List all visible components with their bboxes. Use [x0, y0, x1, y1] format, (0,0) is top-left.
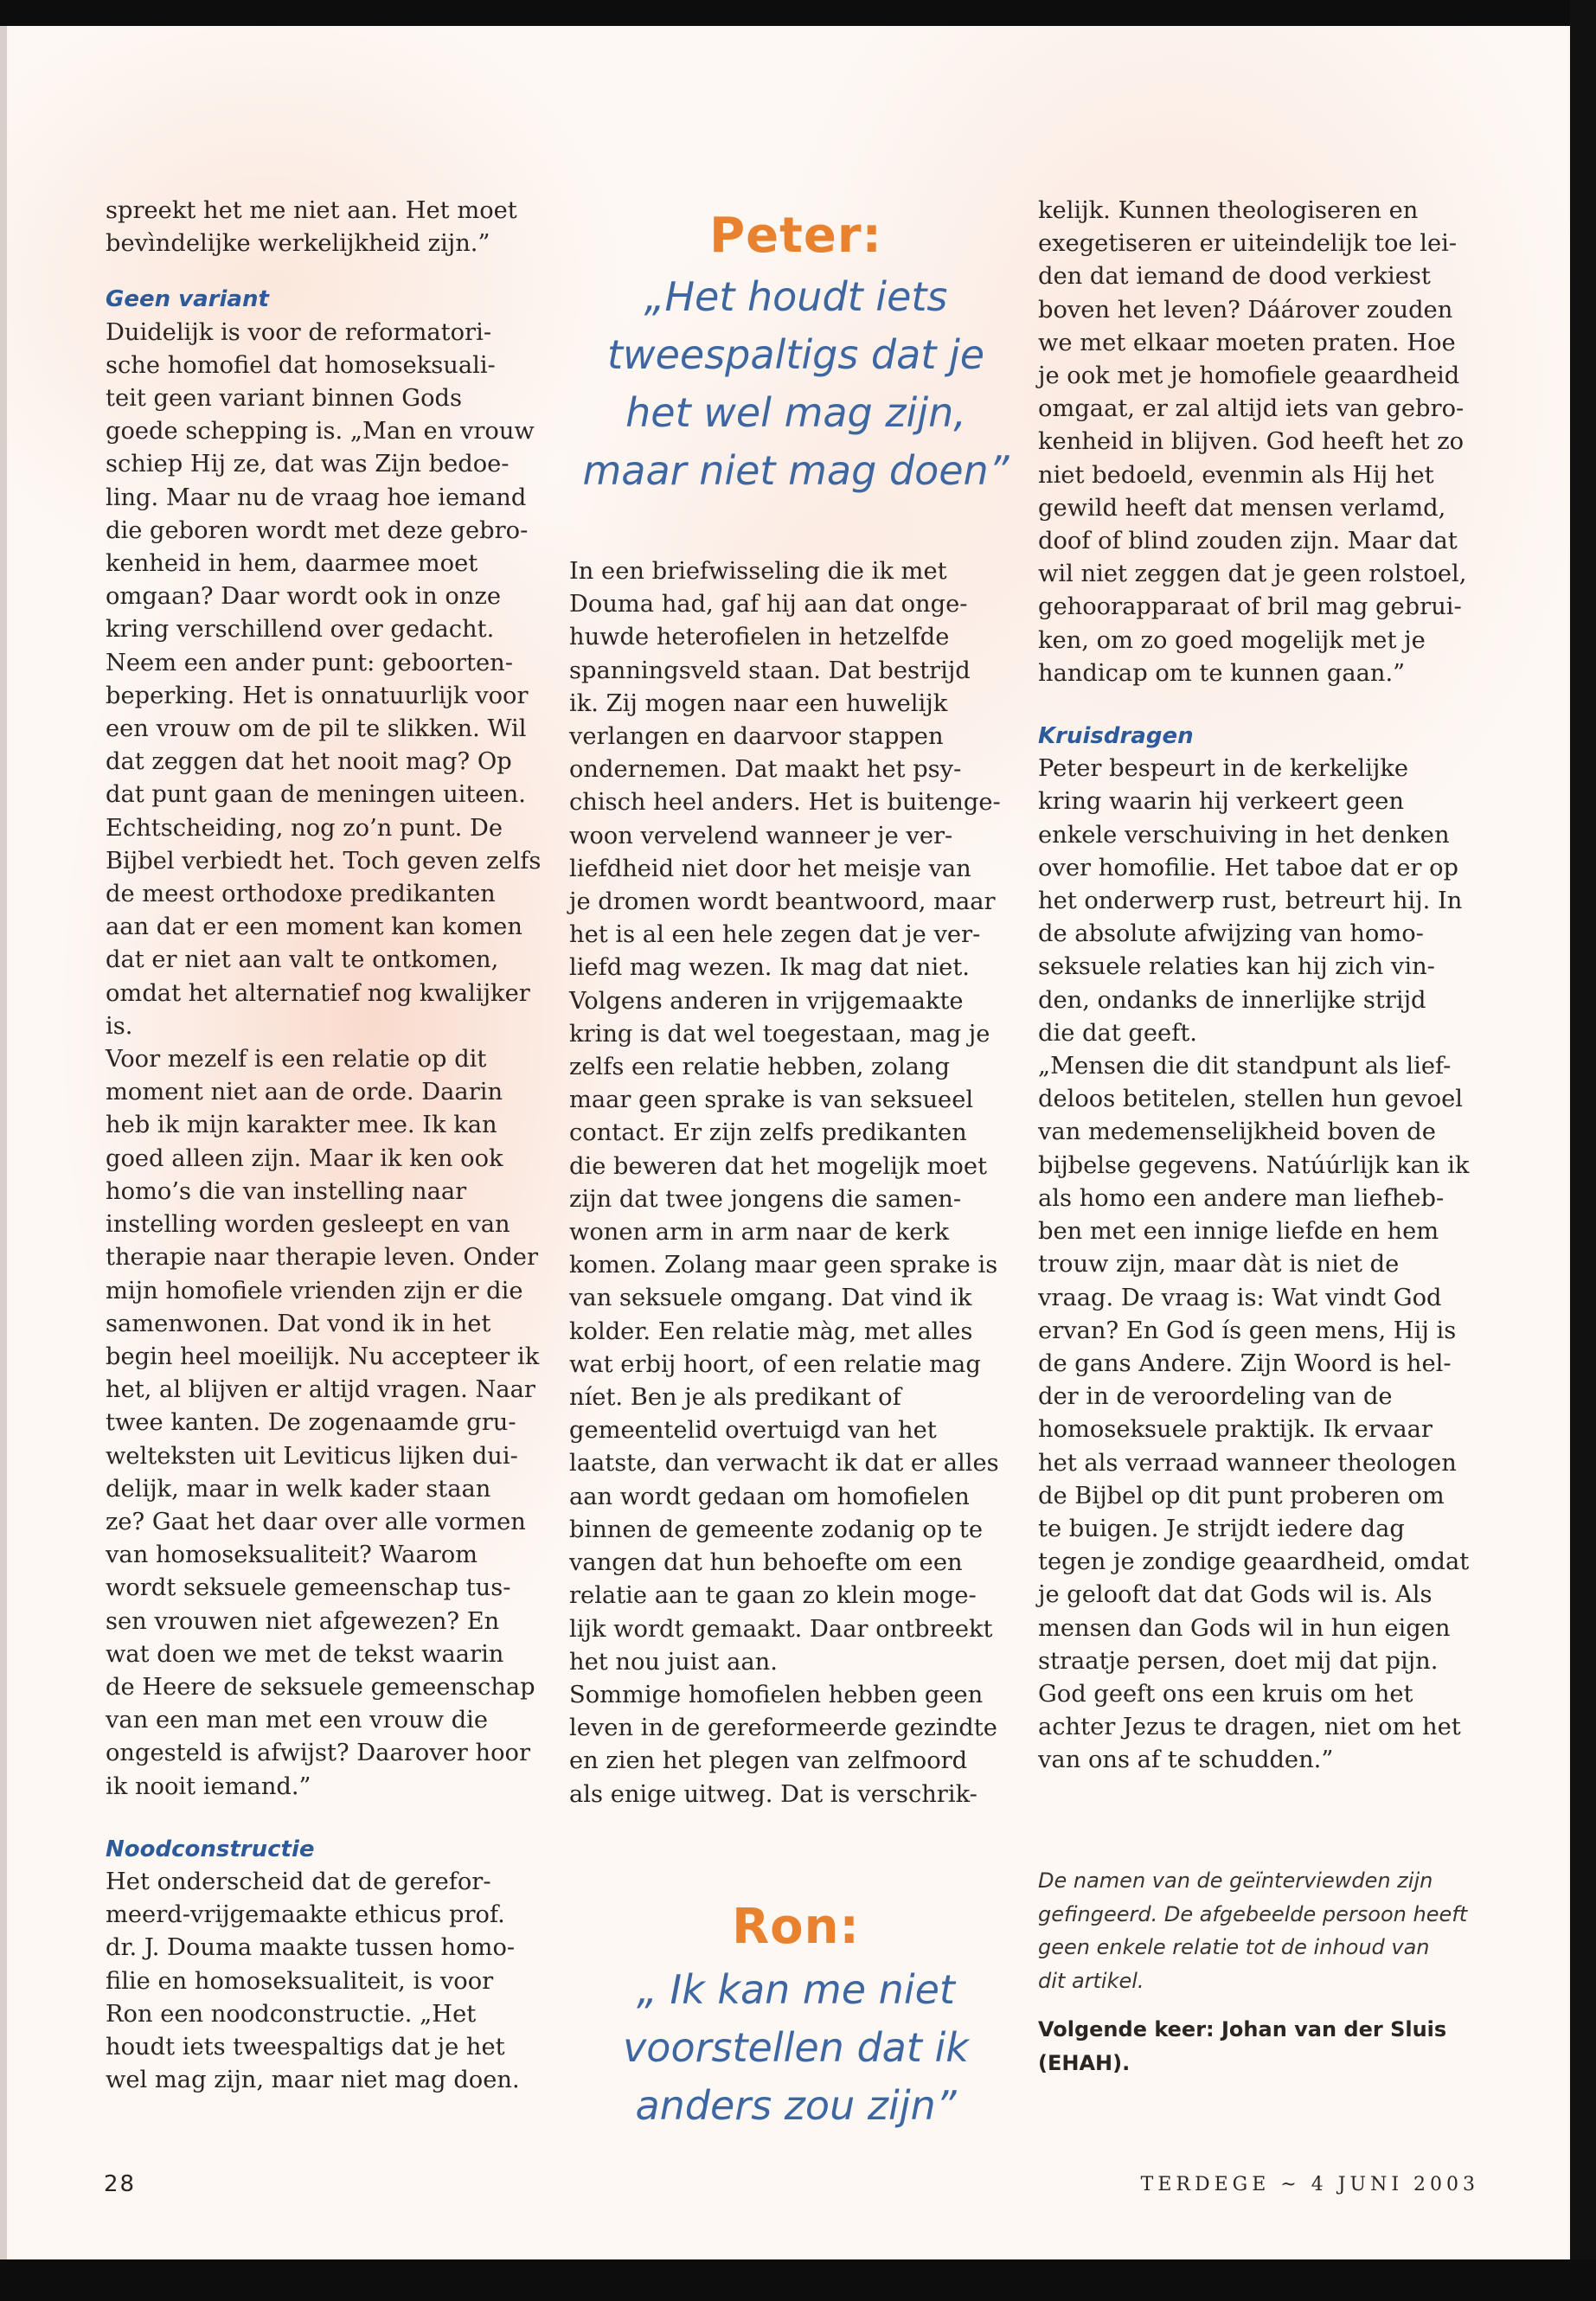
- paragraph: Peter bespeurt in de kerkelijke kring waarin hij verkeert geen enkele verschuiving in het denken over homofilie. Het taboe dat er op het onderwerp rust, betreurt hij. In de absolute afwijzing van homo- seksuele relaties kan hij zich vin- den, ondanks de innerlijke strijd die dat geeft. „Mensen die dit standpunt als lief- deloos betitelen, stellen hun gevoel van medemenselijkheid boven de bijbelse gegevens. Natúúrlijk kan ik als homo een andere man liefheb- ben met een innige liefde en hem trouw zijn, maar dàt is niet de vraag. De vraag is: Wat vindt God ervan? En God ís geen mens, Hij is de gans Andere. Zijn Woord is hel- der in de veroordeling van de homoseksuele praktijk. Ik ervaar het als verraad wanneer theologen de Bijbel op dit punt proberen om te buigen. Je strijdt iedere dag tegen je zondige geaardheid, omdat je gelooft dat dat Gods wil is. Als mensen dan Gods wil in hun eigen straatje persen, doet mij dat pijn. God geeft ons een kruis om het achter Jezus te dragen, niet om het van ons af te schudden.”: [1038, 755, 1470, 1774]
- paragraph: spreekt het me niet aan. Het moet bevìndelijke werkelijkheid zijn.”: [106, 197, 517, 258]
- pullquote-peter-text: „Het houdt iets tweespaltigs dat je het wel mag zijn, maar niet mag doen”: [582, 273, 1010, 494]
- magazine-page: [9, 26, 1568, 2258]
- pullquote-peter-name: Peter:: [709, 208, 882, 264]
- paragraph: kelijk. Kunnen theologiseren en exegetiseren er uiteindelijk toe lei- den dat iemand de dood verkiest boven het leven? Dáárover zouden we met elkaar moeten praten. Hoe je ook met je homofiele geaardheid omgaat, er zal altijd iets van gebro- kenheid in blijven. God heeft het zo niet bedoeld, evenmin als Hij het gewild heeft dat mensen verlamd, doof of blind zouden zijn. Maar dat wil niet zeggen dat je geen rolstoel, gehoorapparaat of bril mag gebrui- ken, om zo goed mogelijk met je handicap om te kunnen gaan.”: [1038, 197, 1467, 687]
- scan-top-border: [0, 0, 1596, 26]
- subheading-geen-variant: Geen variant: [106, 286, 269, 313]
- article-column-1: [106, 195, 555, 2097]
- paragraph: Duidelijk is voor de reformatori- sche homofiel dat homoseksuali- teit geen variant binnen Gods goede schepping is. „Man en vrouw schiep Hij ze, dat was Zijn bedoe- ling. Maar nu de vraag hoe iemand die geboren wordt met deze gebro- kenheid in hem, daarmee moet omgaan? Daar wordt ook in onze kring verschillend over gedacht. Neem een ander punt: geboorten- beperking. Het is onnatuurlijk voor een vrouw om de pil te slikken. Wil dat zeggen dat het nooit mag? Op dat punt gaan de meningen uiteen. Echtscheiding, nog zo’n punt. De Bijbel verbiedt het. Toch geven zelfs de meest orthodoxe predikanten aan dat er een moment kan komen dat er niet aan valt te ontkomen, omdat het alternatief nog kwalijker is. Voor mezelf is een relatie op dit moment niet aan de orde. Daarin heb ik mijn karakter mee. Ik kan goed alleen zijn. Maar ik ken ook homo’s die van instelling naar instelling worden gesleept en van therapie naar therapie leven. Onder mijn homofiele vrienden zijn er die samenwonen. Dat vond ik in het begin heel moeilijk. Nu accepteer ik het, al blijven er altijd vragen. Naar twee kanten. De zogenaamde gru- welteksten uit Leviticus lijken dui- delijk, maar in welk kader staan ze? Gaat het daar over alle vormen van homoseksualiteit? Waarom wordt seksuele gemeenschap tus- sen vrouwen niet afgewezen? En wat doen we met de tekst waarin de Heere de seksuele gemeenschap van een man met een vrouw die ongesteld is afwijst? Daarover hoor ik nooit iemand.”: [106, 318, 542, 1800]
- disclaimer-note: De namen van de geïnterviewden zijn gefingeerd. De afgebeelde persoon heeft geen enkele relatie tot de inhoud van dit artikel.: [1038, 1868, 1468, 1993]
- subheading-noodconstructie: Noodconstructie: [106, 1836, 315, 1862]
- spacer: [106, 260, 555, 283]
- scan-bottom-border: [0, 2259, 1596, 2301]
- publication-footer: TERDEGE ~ 4 JUNI 2003: [1140, 2174, 1479, 2195]
- subheading-kruisdragen: Kruisdragen: [1038, 723, 1194, 750]
- scan-right-border: [1570, 0, 1596, 2301]
- next-episode-note: Volgende keer: Johan van der Sluis (EHAH).: [1038, 2017, 1447, 2075]
- article-column-2: [569, 555, 1019, 1811]
- spacer: [106, 1804, 555, 1833]
- paragraph: In een briefwisseling die ik met Douma had, gaf hij aan dat onge- huwde heterofielen in hetzelfde spanningsveld staan. Dat bestrijd ik. Zij mogen naar een huwelijk verlangen en daarvoor stappen ondernemen. Dat maakt het psy- chisch heel anders. Het is buitenge- woon vervelend wanneer je ver- liefdheid niet door het meisje van je dromen wordt beantwoord, maar het is al een hele zegen dat je ver- liefd mag wezen. Ik mag dat niet. Volgens anderen in vrijgemaakte kring is dat wel toegestaan, mag je zelfs een relatie hebben, zolang maar geen sprake is van seksueel contact. Er zijn zelfs predikanten die beweren dat het mogelijk moet zijn dat twee jongens die samen- wonen arm in arm naar de kerk komen. Zolang maar geen sprake is van seksuele omgang. Dat vind ik kolder. Een relatie màg, met alles wat erbij hoort, of een relatie mag níet. Ben je als predikant of gemeentelid overtuigd van het laatste, dan verwacht ik dat er alles aan wordt gedaan om homofielen binnen de gemeente zodanig op te vangen dat hun behoefte om een relatie aan te gaan zo klein moge- lijk wordt gemaakt. Daar ontbreekt het nou juist aan. Sommige homofielen hebben geen leven in de gereformeerde gezindte en zien het plegen van zelfmoord als enige uitweg. Dat is verschrik-: [569, 558, 1001, 1808]
- article-column-3: [1038, 195, 1488, 1778]
- scan-left-edge: [0, 0, 7, 2301]
- spacer: [1038, 690, 1488, 720]
- page-number: 28: [104, 2171, 137, 2197]
- pullquote-ron-name: Ron:: [732, 1899, 860, 1955]
- pullquote-ron-text: „ Ik kan me niet voorstellen dat ik anders zou zijn”: [623, 1966, 969, 2129]
- paragraph: Het onderscheid dat de gerefor- meerd-vrijgemaakte ethicus prof. dr. J. Douma maakte tussen homo- filie en homoseksualiteit, is voor Ron een noodconstructie. „Het houdt iets tweespaltigs dat je het wel mag zijn, maar niet mag doen.: [106, 1868, 520, 2094]
